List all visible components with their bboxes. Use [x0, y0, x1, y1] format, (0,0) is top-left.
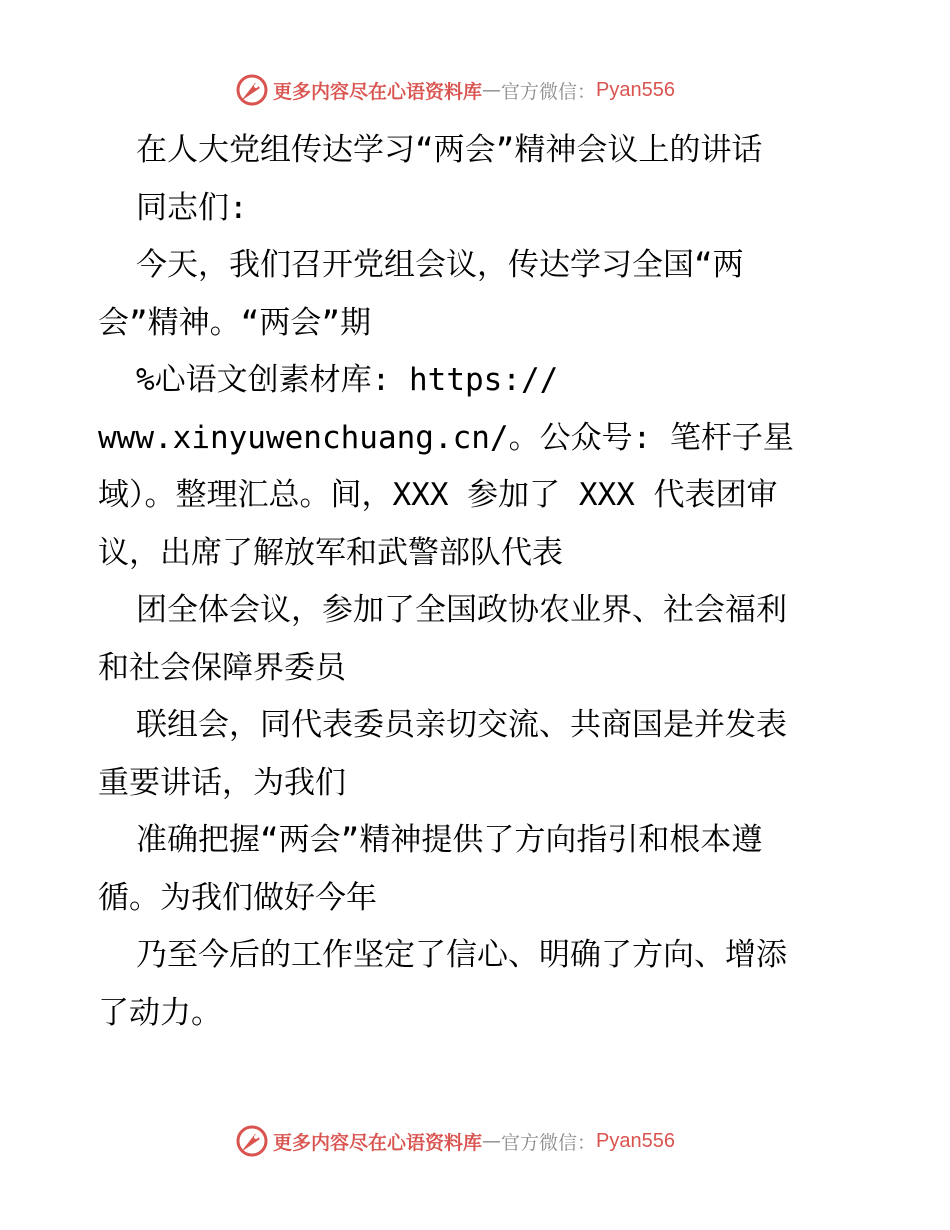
paragraph-line: www.xinyuwenchuang.cn/。公众号: 笔杆子星	[98, 419, 794, 456]
paragraph-line: 了动力。	[98, 994, 222, 1031]
banner-dash: —	[482, 1130, 502, 1152]
paragraph-line: 联组会，同代表委员亲切交流、共商国是并发表	[136, 707, 787, 743]
banner-site-name: 更多内容尽在心语资料库	[273, 80, 483, 103]
banner-account: Pyan556	[596, 1129, 675, 1152]
banner-account: Pyan556	[596, 78, 675, 101]
paragraph-line: 乃至今后的工作坚定了信心、明确了方向、增添	[136, 937, 787, 973]
paragraph-line: 准确把握“两会”精神提供了方向指引和根本遵	[136, 822, 763, 858]
salutation: 同志们:	[136, 189, 248, 226]
paragraph-line: 域）。整理汇总。间，XXX 参加了 XXX 代表团审	[98, 477, 778, 513]
paragraph-line: %心语文创素材库: https://	[136, 362, 559, 398]
footer-banner	[235, 1121, 735, 1161]
banner-site-name: 更多内容尽在心语资料库	[273, 1131, 483, 1154]
banner-wechat-label: 官方微信：	[501, 1131, 597, 1154]
paragraph-line: 今天，我们召开党组会议，传达学习全国“两	[136, 247, 744, 283]
paragraph-line: 团全体会议，参加了全国政协农业界、社会福利	[136, 592, 787, 628]
paragraph-line: 重要讲话，为我们	[98, 764, 346, 801]
paragraph-line: 会”精神。“两会”期	[98, 304, 371, 341]
document-title: 在人大党组传达学习“两会”精神会议上的讲话	[136, 132, 763, 168]
pen-nib-logo-icon	[235, 1124, 269, 1158]
paragraph-line: 议，出席了解放军和武警部队代表	[98, 534, 563, 571]
header-banner	[235, 70, 735, 110]
pen-nib-logo-icon	[235, 73, 269, 107]
paragraph-line: 循。为我们做好今年	[98, 879, 377, 916]
banner-wechat-label: 官方微信：	[501, 80, 597, 103]
banner-dash: —	[482, 79, 502, 101]
paragraph-line: 和社会保障界委员	[98, 649, 346, 686]
document-body	[98, 122, 858, 1042]
